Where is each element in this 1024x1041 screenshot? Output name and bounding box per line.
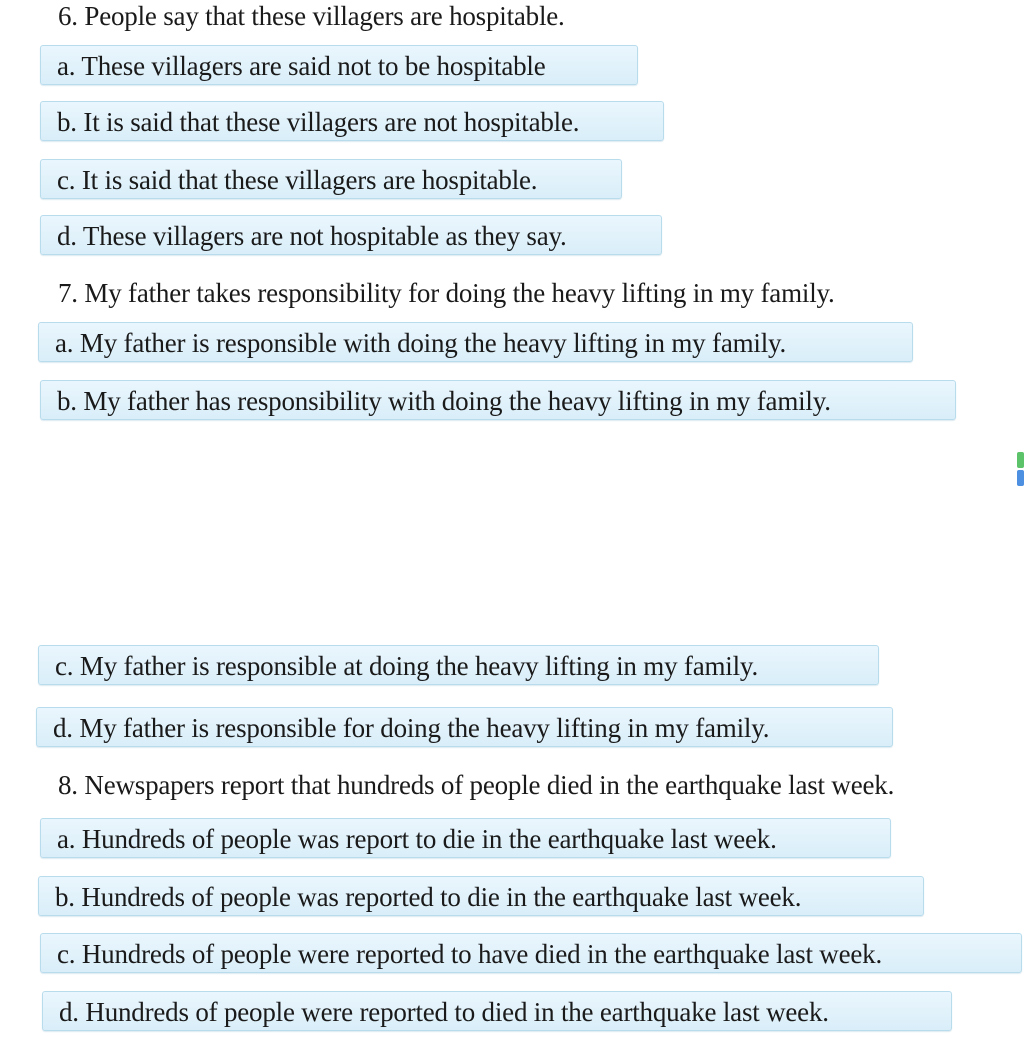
question-7-option-c[interactable]: c. My father is responsible at doing the heavy lifting in my family. <box>38 645 879 685</box>
question-7-option-b[interactable]: b. My father has responsibility with doing the heavy lifting in my family. <box>40 380 956 420</box>
question-8-prompt: 8. Newspapers report that hundreds of people died in the earthquake last week. <box>58 770 895 800</box>
question-8-option-c[interactable]: c. Hundreds of people were reported to have died in the earthquake last week. <box>40 933 1022 973</box>
question-6-prompt: 6. People say that these villagers are hospitable. <box>58 1 565 31</box>
question-6-option-a[interactable]: a. These villagers are said not to be hospitable <box>40 45 638 85</box>
question-7-option-a[interactable]: a. My father is responsible with doing the heavy lifting in my family. <box>38 322 913 362</box>
question-6-option-b[interactable]: b. It is said that these villagers are not hospitable. <box>40 101 664 141</box>
question-6-option-c[interactable]: c. It is said that these villagers are hospitable. <box>40 159 622 199</box>
question-8-option-b[interactable]: b. Hundreds of people was reported to die in the earthquake last week. <box>38 876 924 916</box>
question-7-prompt: 7. My father takes responsibility for doing the heavy lifting in my family. <box>58 278 835 308</box>
question-6-option-d[interactable]: d. These villagers are not hospitable as they say. <box>40 215 662 255</box>
question-7-option-d[interactable]: d. My father is responsible for doing the heavy lifting in my family. <box>36 707 893 747</box>
question-8-option-d[interactable]: d. Hundreds of people were reported to died in the earthquake last week. <box>42 991 952 1031</box>
edge-marker-icon <box>1017 452 1024 488</box>
question-8-option-a[interactable]: a. Hundreds of people was report to die in the earthquake last week. <box>40 818 891 858</box>
